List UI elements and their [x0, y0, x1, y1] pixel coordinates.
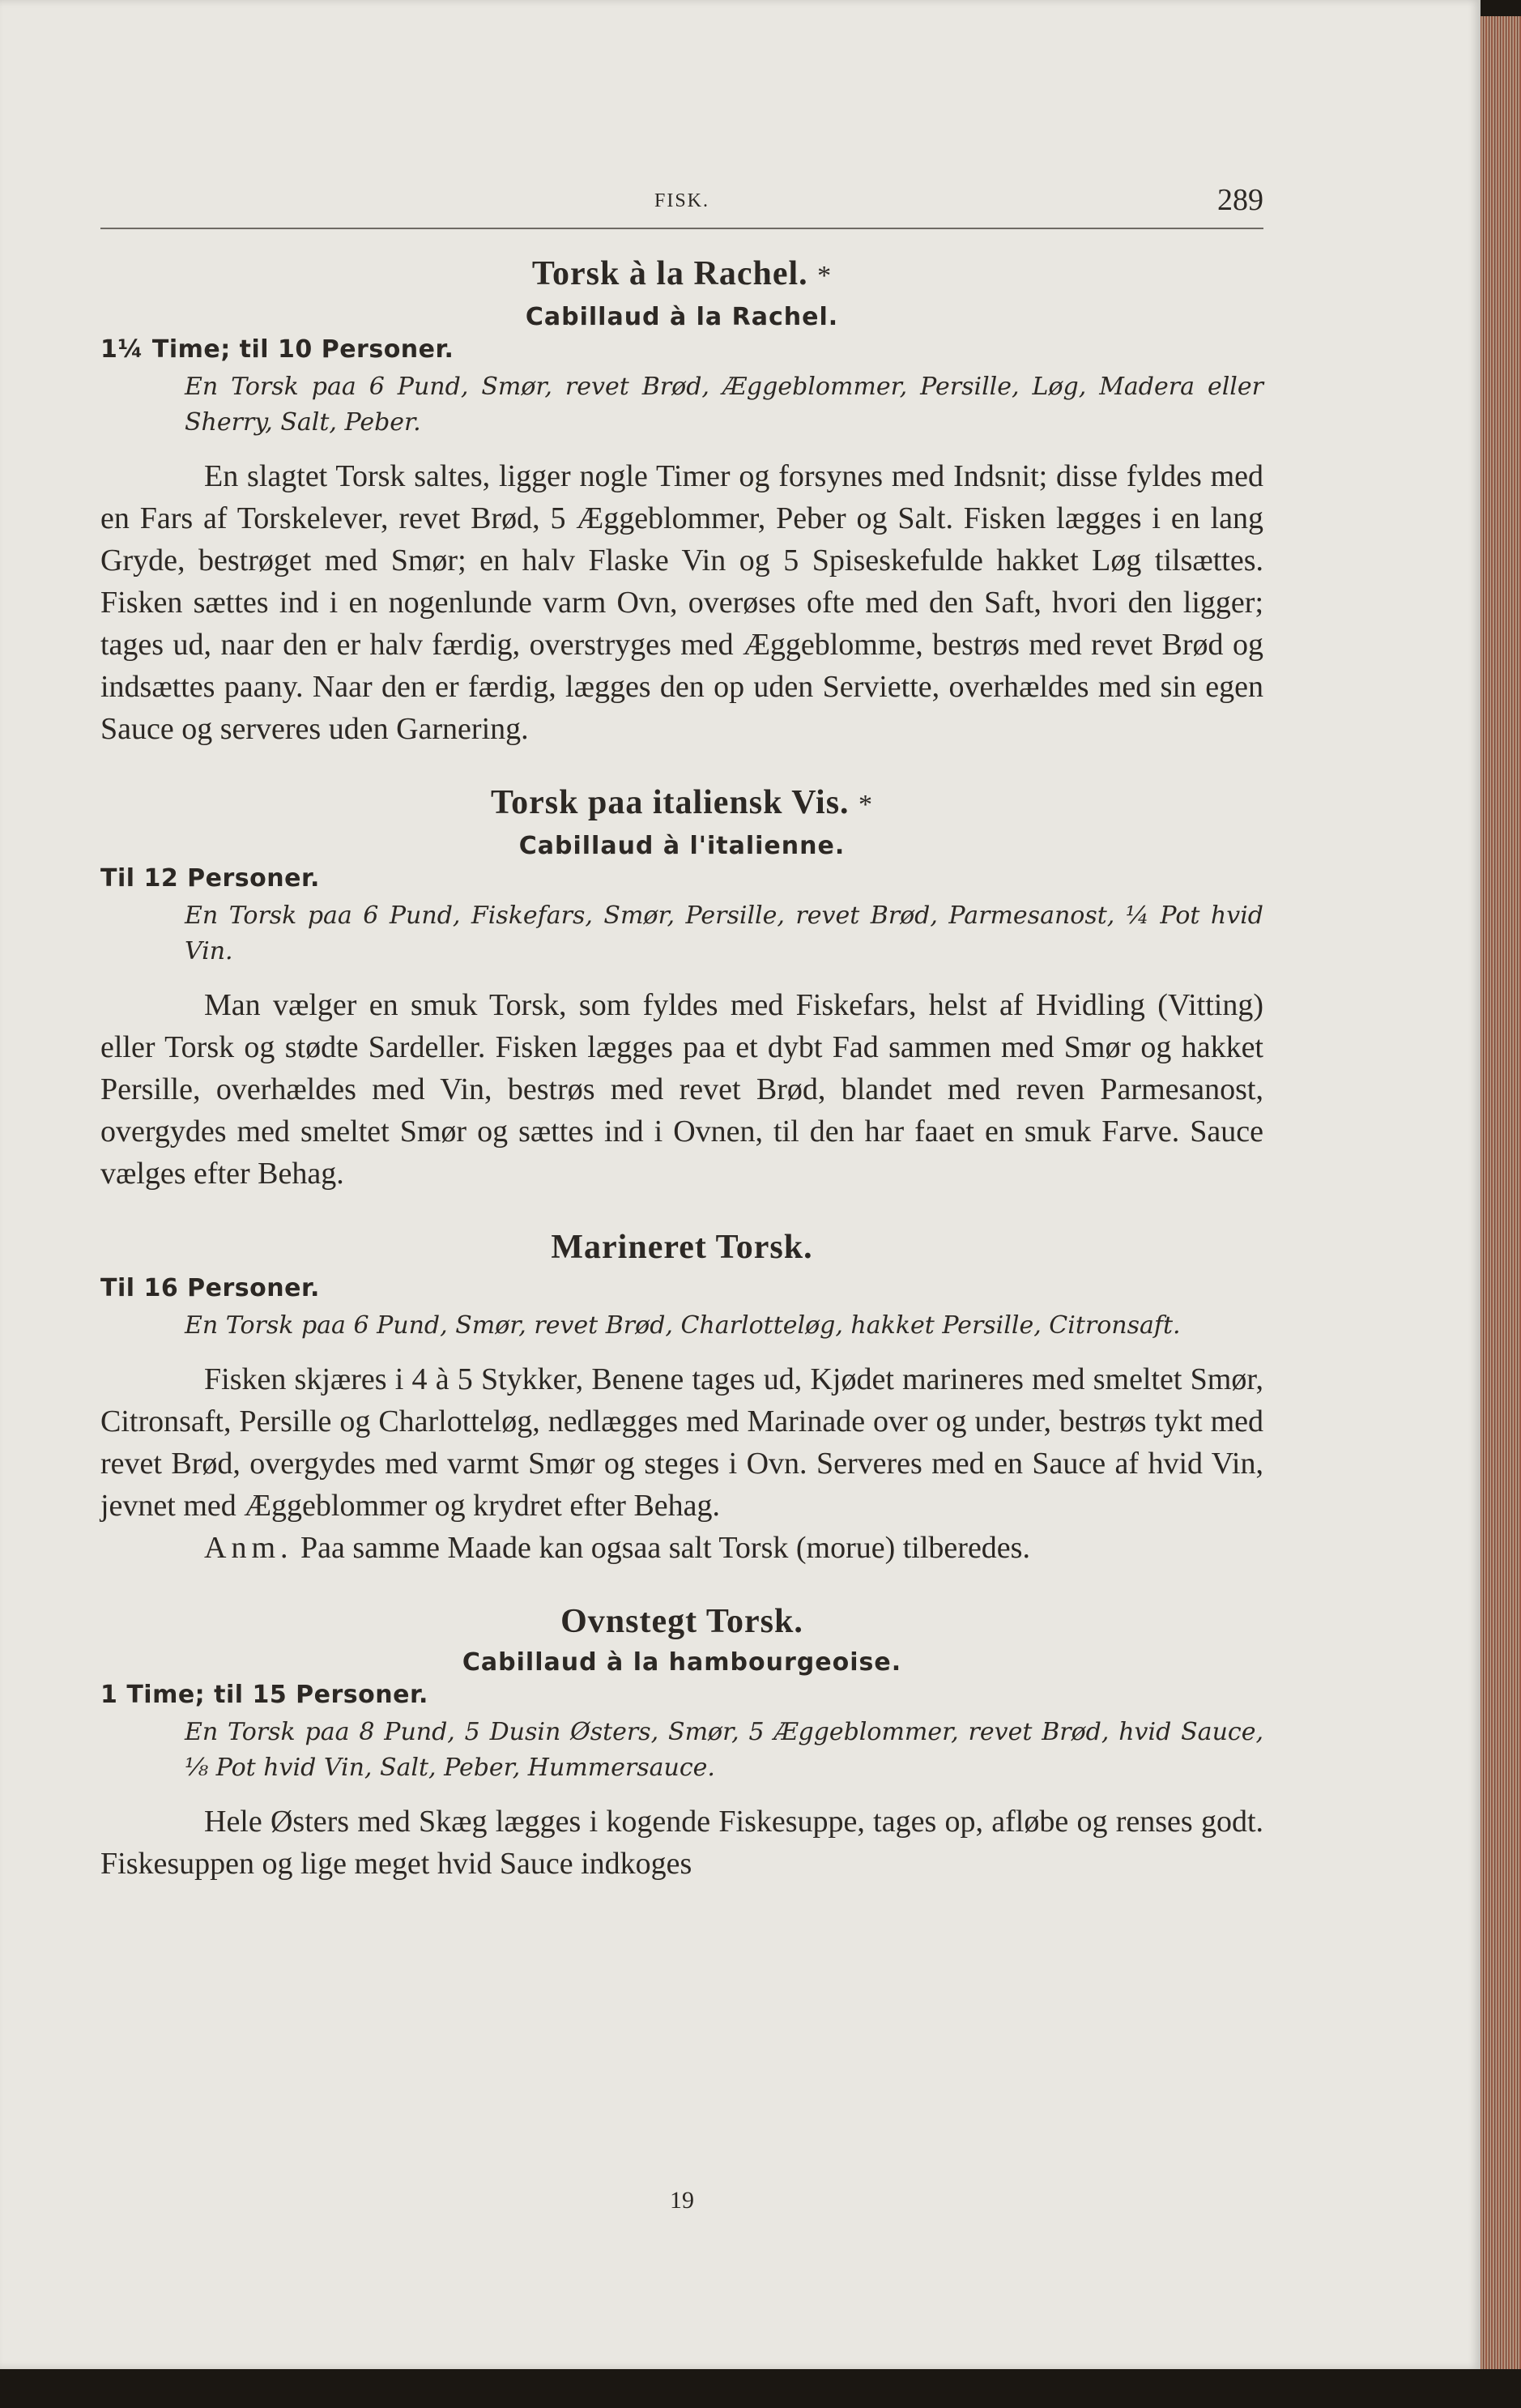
recipe-meta: 1 Time; til 15 Personer.	[100, 1681, 428, 1709]
recipe-ovnstegt-torsk	[100, 1600, 1263, 1885]
signature-number: 19	[670, 2187, 694, 2214]
recipe-paragraph: Hele Østers med Skæg lægges i kogende Fiskesuppe, tages op, afløbe og renses godt. Fiskesuppen og lige meget hvid Sauce indkoges	[100, 1805, 1263, 1881]
header-rule	[100, 228, 1263, 229]
note-label: Anm.	[204, 1531, 293, 1565]
recipe-title-text: Ovnstegt Torsk.	[560, 1603, 803, 1640]
recipe-title	[100, 252, 1263, 298]
recipe-title	[100, 1225, 1263, 1269]
recipe-title	[100, 781, 1263, 827]
recipe-french-name: Cabillaud à la Rachel.	[525, 303, 839, 331]
recipe-meta: 1¼ Time; til 10 Personer.	[100, 335, 454, 364]
signature-mark	[100, 2187, 1263, 2214]
recipe-title	[100, 1600, 1263, 1643]
section-title: FISK.	[654, 190, 710, 211]
recipe-title-text: Torsk paa italiensk Vis.	[490, 784, 850, 821]
page-number: 289	[1217, 183, 1263, 217]
page-content	[100, 182, 1263, 1885]
recipe-marker: *	[817, 261, 833, 291]
recipe-meta: Til 12 Personer.	[100, 864, 320, 893]
recipe-torsk-a-la-rachel	[100, 252, 1263, 750]
recipe-paragraph: En slagtet Torsk saltes, ligger nogle Timer og forsynes med Indsnit; disse fyldes med en Fars af Torskelever, revet Brød, 5 Æggeblommer, Peber og Salt. Fisken lægges i en lang Gryde, bestrøget med Smør; en halv Flaske Vin og 5 Spiseskefulde hakket Løg tilsættes. Fisken sættes ind i en nogenlunde varm Ovn, overøses ofte med den Saft, hvori den ligger; tages ud, naar den er halv færdig, overstryges med Æggeblomme, bestrøs med revet Brød og indsættes paany. Naar den er færdig, lægges den op uden Serviette, overhældes med sin egen Sauce og serveres uden Garnering.	[100, 459, 1263, 746]
book-edge	[1481, 16, 1521, 2369]
recipe-note	[100, 1527, 1263, 1569]
recipe-ingredients: En Torsk paa 6 Pund, Smør, revet Brød, Æggeblommer, Persille, Løg, Madera eller Sherry, Salt, Peber.	[185, 373, 1263, 437]
recipe-paragraph: Fisken skjæres i 4 à 5 Stykker, Benene tages ud, Kjødet marineres med smeltet Smør, Citronsaft, Persille og Charlotteløg, nedlægges med Marinade over og under, bestrøs tykt med revet Brød, overgydes med varmt Smør og steges i Ovn. Serveres med en Sauce af hvid Vin, jevnet med Æggeblommer og krydret efter Behag.	[100, 1362, 1263, 1523]
recipe-french-name: Cabillaud à l'italienne.	[518, 832, 846, 860]
recipe-title-text: Torsk à la Rachel.	[531, 255, 808, 292]
recipe-torsk-paa-italiensk-vis	[100, 781, 1263, 1195]
recipe-paragraph: Man vælger en smuk Torsk, som fyldes med Fiskefars, helst af Hvidling (Vitting) eller Torsk og stødte Sardeller. Fisken lægges paa et dybt Fad sammen med Smør og hakket Persille, overhældes med Vin, bestrøs med revet Brød, blandet med reven Parmesanost, overgydes med smeltet Smør og sættes ind i Ovnen, til den har faaet en smuk Farve. Sauce vælges efter Behag.	[100, 988, 1263, 1191]
recipe-marker: *	[858, 790, 874, 820]
recipe-ingredients: En Torsk paa 6 Pund, Fiskefars, Smør, Persille, revet Brød, Parmesanost, ¼ Pot hvid Vin.	[185, 901, 1263, 965]
running-head	[100, 182, 1263, 228]
recipe-marineret-torsk	[100, 1225, 1263, 1569]
note-text: Paa samme Maade kan ogsaa salt Torsk (morue) tilberedes.	[300, 1531, 1030, 1565]
recipe-meta: Til 16 Personer.	[100, 1274, 320, 1302]
recipe-french-name: Cabillaud à la hambourgeoise.	[462, 1648, 902, 1677]
recipe-ingredients: En Torsk paa 8 Pund, 5 Dusin Østers, Smør, 5 Æggeblommer, revet Brød, hvid Sauce, ⅛ Pot hvid Vin, Salt, Peber, Hummersauce.	[185, 1718, 1263, 1782]
recipe-ingredients: En Torsk paa 6 Pund, Smør, revet Brød, Charlotteløg, hakket Persille, Citronsaft.	[185, 1311, 1181, 1340]
recipe-title-text: Marineret Torsk.	[551, 1229, 813, 1266]
